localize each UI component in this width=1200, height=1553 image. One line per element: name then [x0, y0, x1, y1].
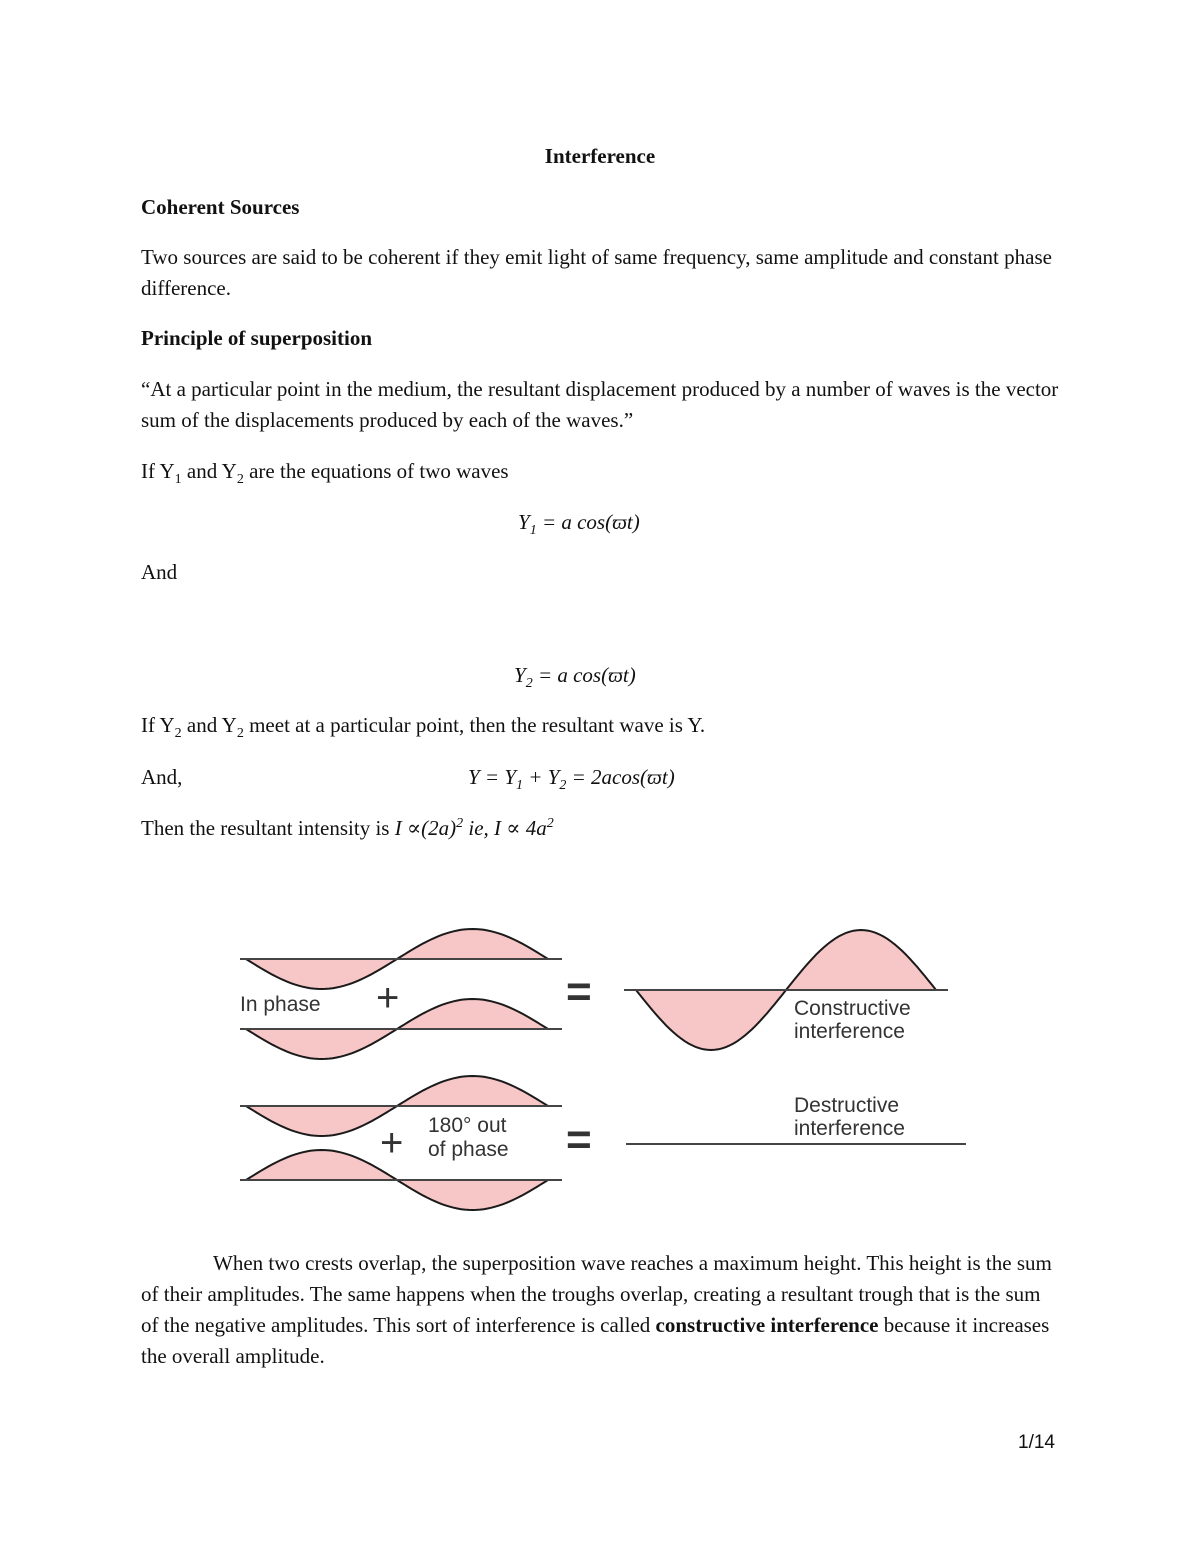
- intro-text-and: and Y: [181, 459, 237, 483]
- page-title: Interference: [544, 144, 656, 168]
- and-word: And: [141, 560, 178, 584]
- eq3-part-c: = 2acos(ϖt): [566, 765, 675, 789]
- heading-principle-of-superposition: Principle of superposition: [141, 326, 373, 350]
- meet-text: If Y: [141, 713, 175, 737]
- and-comma-label: And,: [141, 765, 183, 789]
- closing-paragraph: [141, 1248, 1061, 1372]
- resultant-intensity-line: [141, 813, 554, 844]
- equation-y1: [518, 507, 640, 538]
- intro-text: If Y: [141, 459, 175, 483]
- closing-text-1: When two crests overlap, the superposition wave reaches a maximum height. This height is the sum of their amplitudes. The same happens when the troughs overlap, creating a resultant trough that is the sum of the negative amplitudes. This sort of interference is called: [141, 1251, 1052, 1337]
- label-out-of-phase-line2: of phase: [428, 1138, 509, 1161]
- heading-coherent-sources: Coherent Sources: [141, 195, 300, 219]
- plus-sign-bottom: +: [380, 1121, 404, 1165]
- label-destructive-line2: interference: [794, 1117, 905, 1140]
- label-constructive-line2: interference: [794, 1020, 905, 1043]
- intensity-sup-2: 2: [546, 816, 554, 831]
- closing-bold-term: constructive interference: [655, 1313, 879, 1337]
- meet-text-and: and Y: [181, 713, 237, 737]
- equals-sign-bottom: =: [566, 1115, 592, 1164]
- intensity-sup-1: 2: [456, 816, 464, 831]
- eq2-lhs: Y: [514, 663, 526, 687]
- waves-group: [240, 929, 966, 1210]
- eq1-lhs: Y: [518, 510, 530, 534]
- eq3-sub-2: 2: [559, 778, 567, 793]
- intensity-text: Then the resultant intensity is: [141, 816, 395, 840]
- meet-sub-2: 2: [236, 726, 244, 741]
- interference-diagram-svg: [236, 922, 972, 1218]
- eq3-part-b: + Y: [523, 765, 560, 789]
- eq3-sub-1: 1: [516, 778, 524, 793]
- eq2-sub: 2: [525, 676, 533, 691]
- meet-sub-1: 2: [174, 726, 182, 741]
- intro-sub-1: 1: [174, 472, 182, 487]
- eq3-part-a: Y = Y: [468, 765, 517, 789]
- eq1-sub: 1: [529, 523, 537, 538]
- wave-equations-intro: [141, 456, 509, 487]
- equation-resultant: [468, 762, 675, 793]
- closing-text-2: because it increases the overall amplitude.: [141, 1313, 1050, 1368]
- page-number: 1/14: [1018, 1432, 1055, 1453]
- intro-text-suffix: are the equations of two waves: [243, 459, 509, 483]
- label-constructive-line1: Constructive: [794, 997, 911, 1020]
- label-in-phase: In phase: [240, 993, 321, 1016]
- label-out-of-phase-line1: 180° out: [428, 1114, 507, 1137]
- superposition-quote: “At a particular point in the medium, the resultant displacement produced by a number of waves is the vector sum of the displacements produced by each of the waves.”: [141, 377, 1059, 432]
- intensity-formula-a: I ∝(2a): [394, 816, 457, 840]
- label-destructive-line1: Destructive: [794, 1094, 900, 1117]
- eq1-rhs: = a cos(ϖt): [536, 510, 640, 534]
- coherent-sources-paragraph: Two sources are said to be coherent if they emit light of same frequency, same amplitude and constant phase difference.: [141, 245, 1052, 300]
- plus-sign-top: +: [376, 976, 400, 1020]
- meet-text-suffix: meet at a particular point, then the resultant wave is Y.: [243, 713, 706, 737]
- equals-sign-top: =: [566, 967, 592, 1016]
- waves-meet-sentence: [141, 710, 705, 741]
- intro-sub-2: 2: [236, 472, 244, 487]
- eq2-rhs: = a cos(ϖt): [532, 663, 636, 687]
- equation-y2: [514, 660, 636, 691]
- interference-diagram: [236, 922, 972, 1218]
- intensity-formula-b: ie, I ∝ 4a: [463, 816, 547, 840]
